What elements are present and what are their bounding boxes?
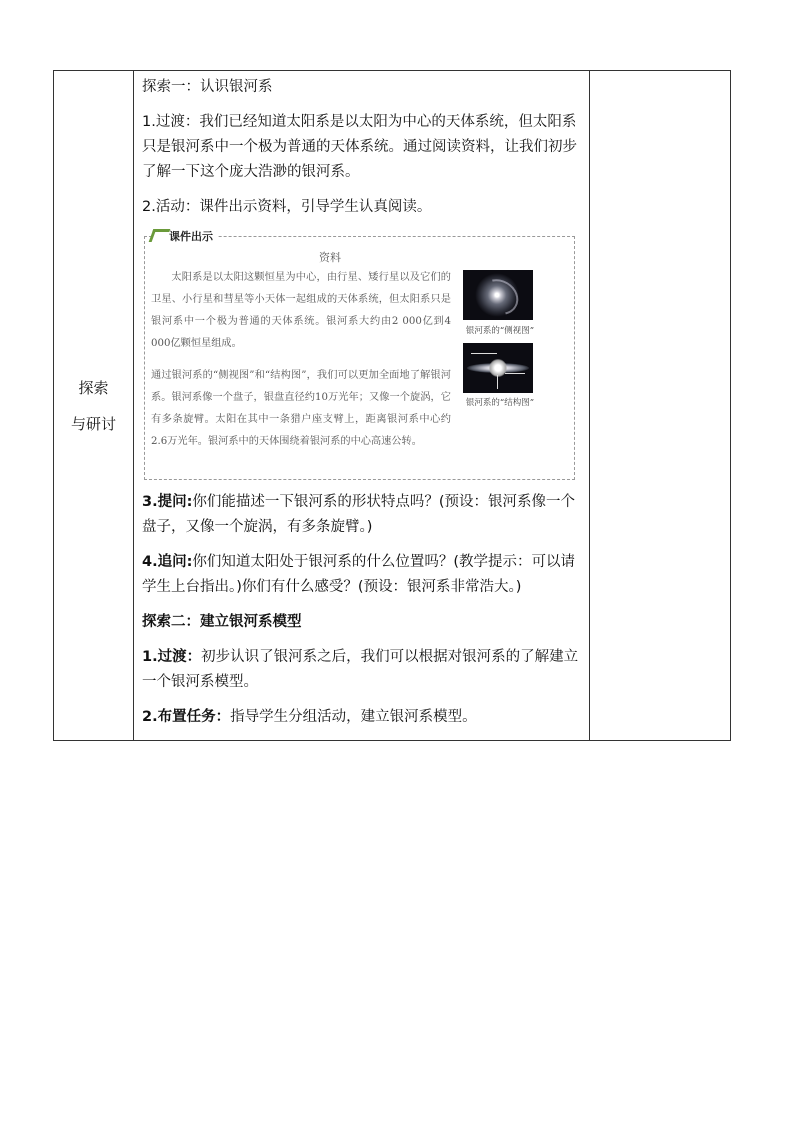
courseware-tag-label: 课件出示 xyxy=(169,230,213,243)
section1-heading: 探索一：认识银河系 xyxy=(142,79,273,95)
section2-p2-text: 指导学生分组活动，建立银河系模型。 xyxy=(230,709,477,725)
section2-heading: 探索二：建立银河系模型 xyxy=(142,614,302,630)
courseware-para1-text: 太阳系是以太阳这颗恒星为中心，由行星、矮行星以及它们的卫星、小行星和彗星等小天体一起组成的天体系统，但太阳系只是银河系中一个极为普通的天体系统。银河系大约由2 000亿到4 000亿颗恒星组成。 xyxy=(151,272,451,349)
question4-text: 你们知道太阳处于银河系的什么位置吗？(教学提示：可以请学生上台指出。)你们有什么感受？(预设：银河系非常浩大。) xyxy=(142,554,576,595)
section2-p1-lead: 1.过渡： xyxy=(142,649,202,665)
row-label-cell xyxy=(54,71,134,741)
content-cell xyxy=(134,71,590,741)
galaxy-structure-caption: 银河系的“结构图” xyxy=(465,398,535,408)
question3-text: 你们能描述一下银河系的形状特点吗？(预设：银河系像一个盘子，又像一个旋涡，有多条旋臂。) xyxy=(142,494,576,535)
question4-lead: 4.追问: xyxy=(142,554,193,570)
courseware-box xyxy=(144,230,575,480)
question3 xyxy=(142,490,583,540)
table-row xyxy=(54,71,731,741)
galaxy-structure-image xyxy=(463,343,533,393)
section1-paragraph2: 2.活动：课件出示资料，引导学生认真阅读。 xyxy=(142,199,432,215)
section2-paragraph2 xyxy=(142,705,583,730)
row-label-line1: 探索 xyxy=(78,378,109,397)
courseware-tag xyxy=(151,228,217,244)
content-body xyxy=(134,71,589,740)
courseware-para1 xyxy=(151,267,451,355)
row-label-line2: 与研讨 xyxy=(70,414,116,433)
courseware-para2-text: 通过银河系的“侧视图”和“结构图”，我们可以更加全面地了解银河系。银河系像一个盘子，银盘直径约10万光年；又像一个旋涡，它有多条旋臂。太阳在其中一条猎户座支臂上，距离银河系中心约2.6万光年。银河系中的天体围绕着银河系的中心高速公转。 xyxy=(151,370,451,447)
courseware-title: 资料 xyxy=(319,251,341,264)
lesson-table xyxy=(53,70,731,741)
section2-p1-text: 初步认识了银河系之后，我们可以根据对银河系的了解建立一个银河系模型。 xyxy=(142,649,579,690)
galaxy-side-view-image xyxy=(463,270,533,320)
question3-lead: 3.提问: xyxy=(142,494,193,510)
galaxy-side-view-caption: 银河系的“侧视图” xyxy=(465,326,535,336)
notes-cell xyxy=(590,71,731,741)
section2-paragraph1 xyxy=(142,645,583,695)
question4 xyxy=(142,550,583,600)
section2-p2-lead: 2.布置任务： xyxy=(142,709,231,725)
courseware-tag-icon xyxy=(149,229,171,242)
section1-paragraph1: 1.过渡：我们已经知道太阳系是以太阳为中心的天体系统，但太阳系只是银河系中一个极为普通的天体系统。通过阅读资料，让我们初步了解一下这个庞大浩渺的银河系。 xyxy=(142,114,577,180)
